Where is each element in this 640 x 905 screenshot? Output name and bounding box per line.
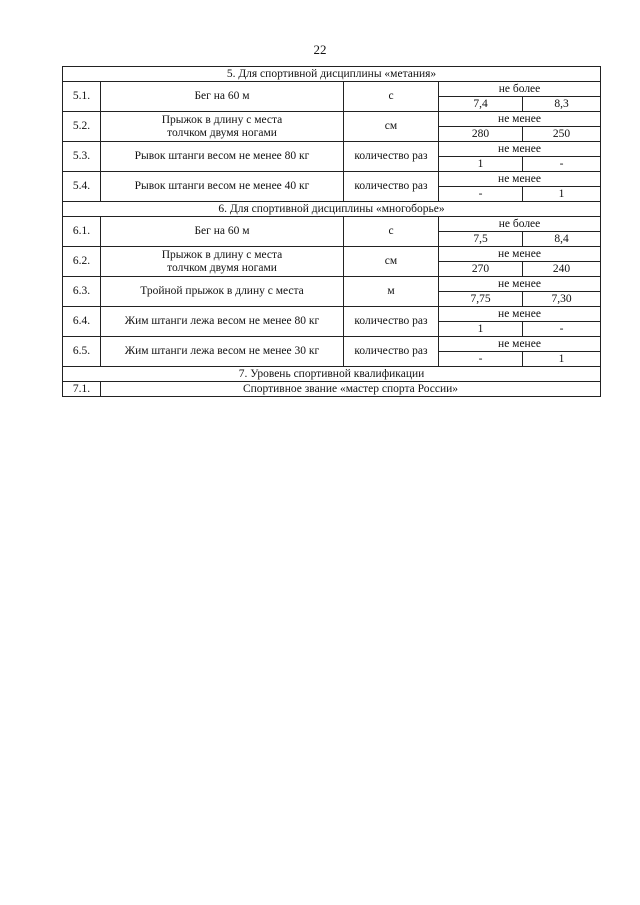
exercise-name	[101, 172, 344, 202]
exercise-name	[101, 307, 344, 337]
exercise-name-line: Рывок штанги весом не менее 40 кг	[134, 180, 310, 192]
value-male: 1	[439, 322, 523, 337]
unit-cell: количество раз	[344, 307, 439, 337]
condition-cell: не более	[439, 82, 601, 97]
row-number: 5.3.	[63, 142, 101, 172]
table-row	[63, 172, 601, 187]
section-title: 6. Для спортивной дисциплины «многоборье»	[63, 202, 601, 217]
table-row	[63, 142, 601, 157]
section-title: 5. Для спортивной дисциплины «метания»	[63, 67, 601, 82]
value-female: -	[523, 157, 601, 172]
unit-cell: с	[344, 217, 439, 247]
value-male: 7,75	[439, 292, 523, 307]
unit-cell: количество раз	[344, 172, 439, 202]
value-male: -	[439, 187, 523, 202]
table-row	[63, 82, 601, 97]
row-number: 5.1.	[63, 82, 101, 112]
value-female: 7,30	[523, 292, 601, 307]
exercise-name-line: Прыжок в длину с места	[161, 113, 283, 126]
row-number: 5.2.	[63, 112, 101, 142]
value-female: 8,3	[523, 97, 601, 112]
unit-cell: м	[344, 277, 439, 307]
unit-cell: количество раз	[344, 142, 439, 172]
exercise-name-line: Бег на 60 м	[194, 90, 250, 102]
row-number: 7.1.	[63, 382, 101, 397]
section-header-row	[63, 367, 601, 382]
section-header-row	[63, 67, 601, 82]
table-row	[63, 277, 601, 292]
unit-cell: с	[344, 82, 439, 112]
unit-cell: см	[344, 247, 439, 277]
row-number: 6.3.	[63, 277, 101, 307]
condition-cell: не менее	[439, 277, 601, 292]
exercise-name	[101, 337, 344, 367]
value-male: 7,5	[439, 232, 523, 247]
value-female: 1	[523, 187, 601, 202]
exercise-name-line: толчком двумя ногами	[167, 261, 277, 274]
exercise-name-line: Жим штанги лежа весом не менее 80 кг	[124, 315, 320, 327]
condition-cell: не менее	[439, 142, 601, 157]
value-male: 270	[439, 262, 523, 277]
value-female: 240	[523, 262, 601, 277]
exercise-name-line: Жим штанги лежа весом не менее 30 кг	[124, 345, 320, 357]
value-female: -	[523, 322, 601, 337]
table-row	[63, 247, 601, 262]
row-number: 5.4.	[63, 172, 101, 202]
row-number: 6.5.	[63, 337, 101, 367]
exercise-name	[101, 217, 344, 247]
condition-cell: не более	[439, 217, 601, 232]
page-number: 22	[313, 42, 327, 57]
standards-table	[62, 66, 601, 397]
row-number: 6.1.	[63, 217, 101, 247]
qualification-text: Спортивное звание «мастер спорта России»	[101, 382, 601, 397]
value-male: 1	[439, 157, 523, 172]
exercise-name-line: толчком двумя ногами	[167, 126, 277, 139]
exercise-name	[101, 142, 344, 172]
value-female: 250	[523, 127, 601, 142]
condition-cell: не менее	[439, 307, 601, 322]
section-header-row	[63, 202, 601, 217]
exercise-name	[101, 82, 344, 112]
table-row	[63, 337, 601, 352]
row-number: 6.2.	[63, 247, 101, 277]
value-female: 1	[523, 352, 601, 367]
condition-cell: не менее	[439, 112, 601, 127]
exercise-name	[101, 277, 344, 307]
unit-cell: см	[344, 112, 439, 142]
condition-cell: не менее	[439, 337, 601, 352]
section-title: 7. Уровень спортивной квалификации	[63, 367, 601, 382]
exercise-name-line: Тройной прыжок в длину с места	[140, 285, 304, 297]
value-female: 8,4	[523, 232, 601, 247]
table-row	[63, 217, 601, 232]
unit-cell: количество раз	[344, 337, 439, 367]
row-number: 6.4.	[63, 307, 101, 337]
condition-cell: не менее	[439, 247, 601, 262]
exercise-name-line: Рывок штанги весом не менее 80 кг	[134, 150, 310, 162]
exercise-name	[101, 112, 344, 142]
table-row	[63, 307, 601, 322]
exercise-name-line: Прыжок в длину с места	[161, 248, 283, 261]
table-row	[63, 382, 601, 397]
exercise-name	[101, 247, 344, 277]
condition-cell: не менее	[439, 172, 601, 187]
table-row	[63, 112, 601, 127]
value-male: -	[439, 352, 523, 367]
value-male: 7,4	[439, 97, 523, 112]
value-male: 280	[439, 127, 523, 142]
exercise-name-line: Бег на 60 м	[194, 225, 250, 237]
